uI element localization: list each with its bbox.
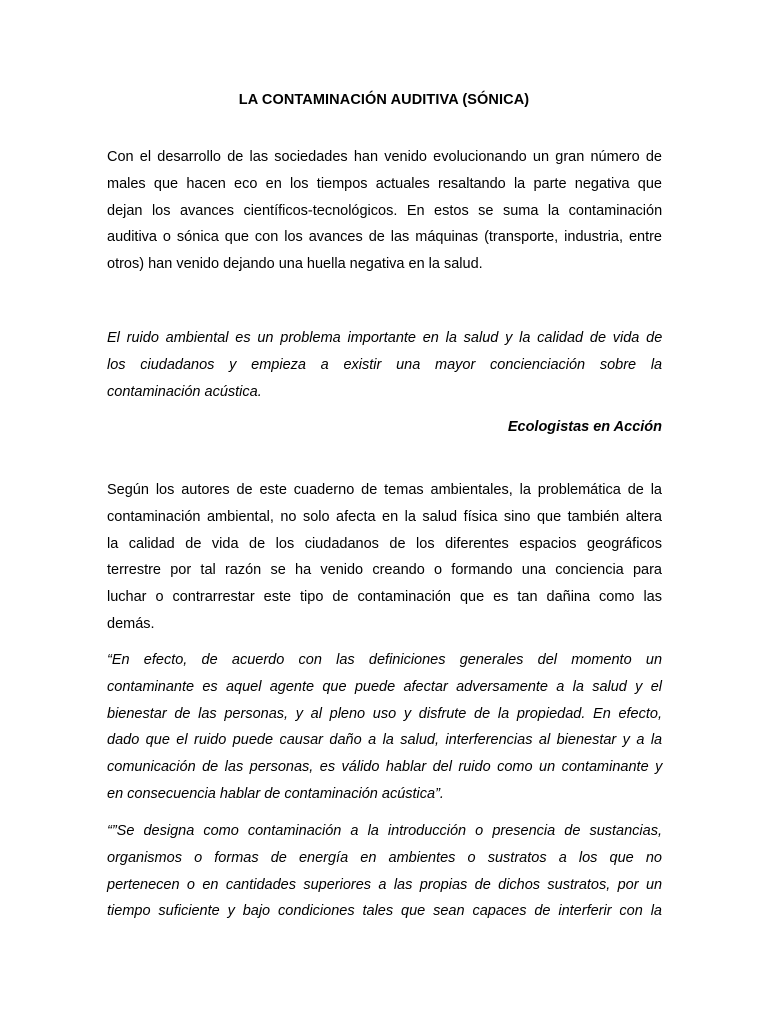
body-line: terrestre por tal razón se ha venido creando o formando una conciencia para: [107, 562, 662, 579]
body-line: contaminación ambiental, no solo afecta en la salud física sino que también altera: [107, 508, 662, 525]
quote-line: dado que el ruido puede causar daño a la salud, interferencias al bienestar y a la: [107, 732, 663, 749]
body-line: Según los autores de este cuaderno de temas ambientales, la problemática de la: [107, 482, 662, 498]
epigraph-paragraph: [107, 325, 662, 405]
epigraph-line: los ciudadanos y empieza a existir una mayor concienciación sobre la: [107, 356, 663, 373]
quote-line: contaminante es aquel agente que puede afectar adversamente a la salud y el: [107, 678, 662, 695]
intro-line: males que hacen eco en los tiempos actuales resaltando la parte negativa que: [107, 175, 662, 192]
quote-line: en consecuencia hablar de contaminación acústica”.: [107, 785, 444, 802]
epigraph-line: contaminación acústica.: [107, 383, 262, 400]
intro-line: dejan los avances científicos-tecnológicos. En estos se suma la contaminación: [107, 202, 663, 219]
epigraph-source: Ecologistas en Acción: [507, 419, 662, 435]
body-line: la calidad de vida de los ciudadanos de los diferentes espacios geográficos: [107, 535, 662, 552]
intro-line: auditiva o sónica que con los avances de las máquinas (transporte, industria, entre: [107, 229, 662, 246]
intro-line: Con el desarrollo de las sociedades han venido evolucionando un gran número de: [107, 149, 662, 165]
body-paragraph: [107, 477, 662, 638]
quote-paragraph-1: [107, 647, 662, 808]
epigraph-line: El ruido ambiental es un problema importante en la salud y la calidad de vida de: [107, 330, 663, 346]
quote-line: “”Se designa como contaminación a la introducción o presencia de sustancias,: [107, 823, 662, 839]
document-title: LA CONTAMINACIÓN AUDITIVA (SÓNICA): [238, 92, 530, 108]
quote-line: “En efecto, de acuerdo con las definiciones generales del momento un: [107, 652, 663, 668]
quote-line: organismos o formas de energía en ambientes o sustratos a los que no: [107, 849, 662, 866]
quote-line: bienestar de las personas, y al pleno uso y disfrute de la propiedad. En efecto,: [107, 705, 662, 722]
body-line: luchar o contrarrestar este tipo de contaminación que es tan dañina como las: [107, 589, 662, 606]
intro-line: otros) han venido dejando una huella negativa en la salud.: [107, 256, 483, 273]
quote-line: comunicación de las personas, es válido hablar del ruido como un contaminante y: [107, 759, 663, 776]
quote-line: tiempo suficiente y bajo condiciones tales que sean capaces de interferir con la: [107, 903, 662, 920]
quote-line: pertenecen o en cantidades superiores a las propias de dichos sustratos, por un: [107, 876, 663, 893]
intro-paragraph: [107, 144, 662, 278]
quote-paragraph-2: [107, 818, 662, 925]
body-line: demás.: [107, 615, 155, 632]
